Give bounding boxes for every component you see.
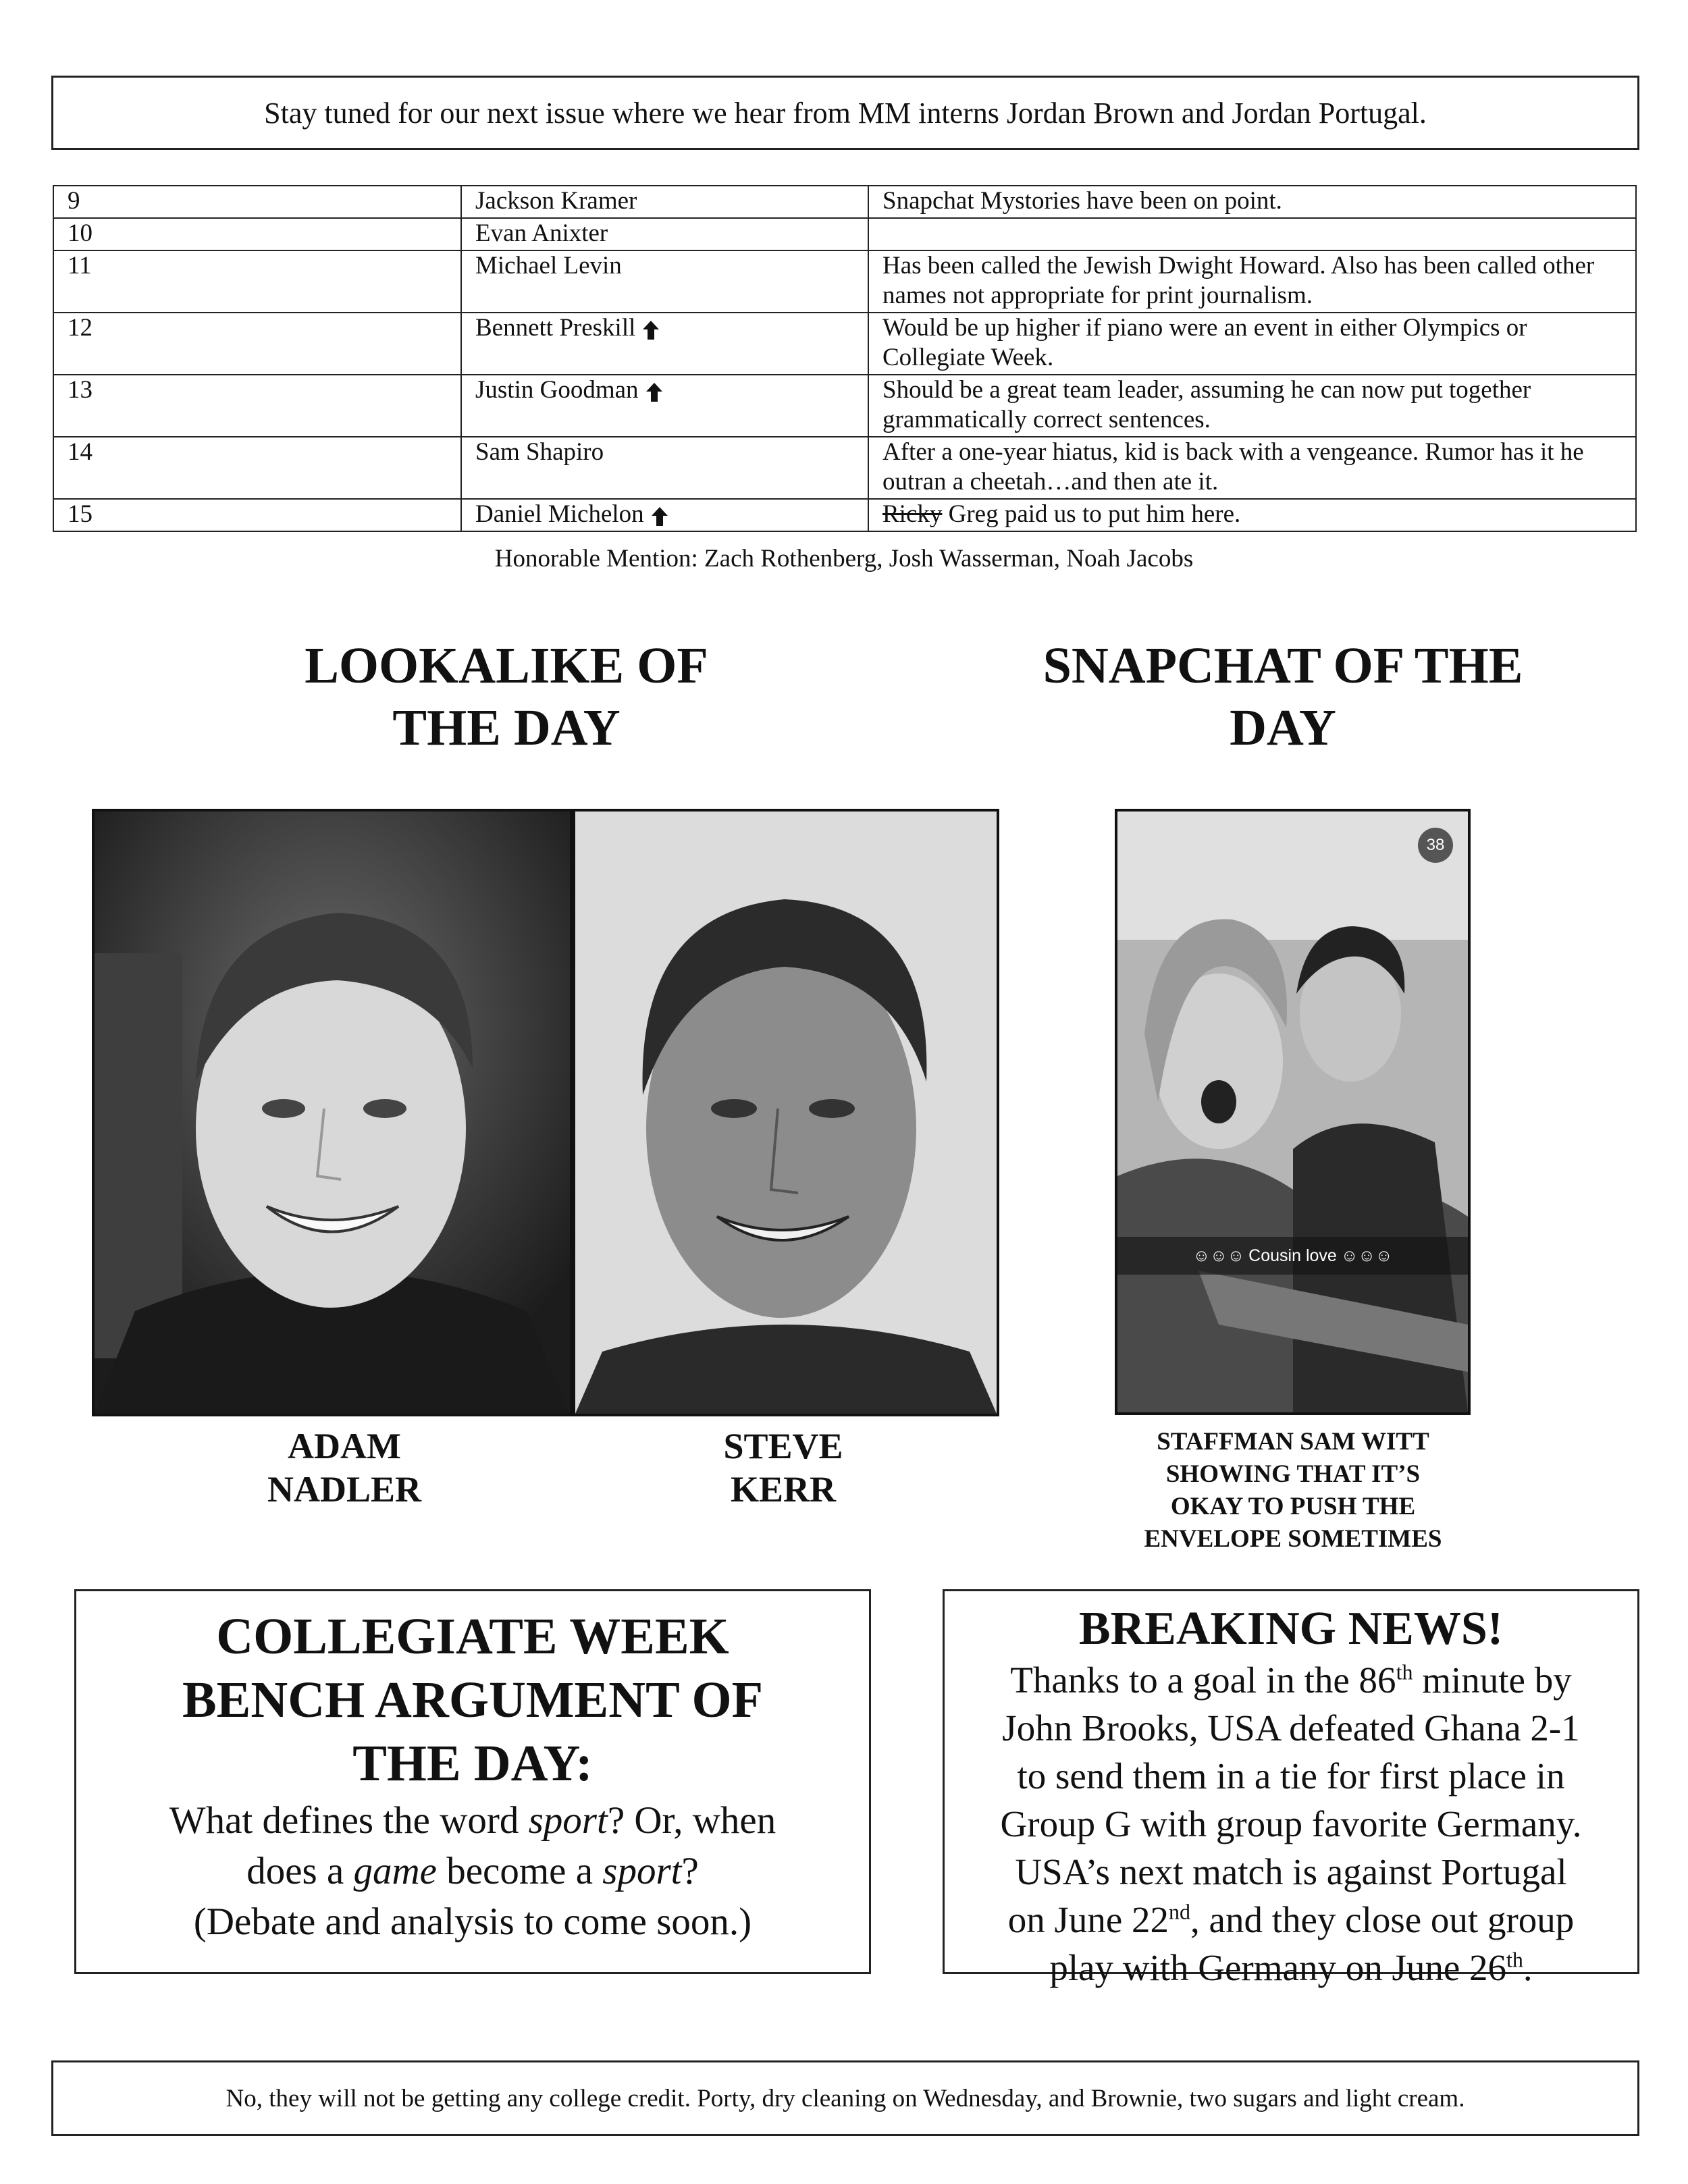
player-name: Jackson Kramer [475,187,637,215]
text-run: Thanks to a goal in the 86 [1010,1659,1396,1701]
bench-argument-box [74,1589,871,1974]
player-name: Michael Levin [475,252,622,279]
snapchat-timer-badge [1418,828,1453,863]
breaking-news-box [943,1589,1639,1988]
player-name: Sam Shapiro [475,438,604,466]
rank-cell: 11 [53,250,461,313]
smiley-icon: ☺☺☺ [1340,1246,1393,1265]
note-cell: Should be a great team leader, assuming he can now put together grammatically correct sentences. [868,375,1636,437]
text-run: , and they close out group [1190,1899,1575,1940]
player-name: Justin Goodman [475,376,639,404]
caption-line: STEVE [723,1426,843,1466]
emphasis: sport [528,1799,608,1842]
table-row [53,375,1636,437]
text-run: on June 22 [1007,1899,1169,1940]
name-cell [461,437,868,499]
body-line [945,1944,1637,1992]
body-line: Group G with group favorite Germany. [1000,1803,1582,1844]
body-line [76,1795,869,1846]
struck-name: Ricky [882,500,943,528]
emphasis: sport [602,1850,682,1892]
ordinal-suffix: nd [1169,1899,1191,1924]
note-cell: Snapchat Mystories have been on point. [868,186,1636,218]
text-run: . [1523,1947,1533,1988]
text-run: ? Or, when [607,1799,776,1842]
name-cell [461,499,868,531]
caption-line: ADAM [288,1426,401,1466]
caption-line: KERR [730,1469,836,1510]
lookalike-heading [203,635,810,759]
caption-line: SHOWING THAT IT’S [1165,1460,1421,1488]
text-run: ? [681,1850,699,1892]
body-line [76,1846,869,1896]
rank-cell: 9 [53,186,461,218]
rank-cell: 12 [53,313,461,375]
bottom-banner [51,2060,1639,2136]
rank-cell: 10 [53,218,461,250]
heading-line: SNAPCHAT OF THE [1043,637,1523,694]
name-cell [461,375,868,437]
snapchat-illustration [1117,811,1468,1412]
top-banner [51,76,1639,150]
rank-cell: 13 [53,375,461,437]
player-name: Bennett Preskill [475,314,636,342]
text-run: does a [246,1850,354,1892]
player-name: Evan Anixter [475,219,608,247]
breaking-news-title: BREAKING NEWS! [1078,1603,1504,1655]
text-run: play with Germany on June 26 [1049,1947,1507,1988]
up-arrow-icon [642,320,660,340]
name-cell [461,186,868,218]
bench-argument-title [76,1605,869,1795]
heading-line: DAY [1230,699,1336,756]
emphasis: game [353,1850,437,1892]
table-row [53,218,1636,250]
bottom-banner-text: No, they will not be getting any college credit. Porty, dry cleaning on Wednesday, and Brownie, two sugars and light cream. [226,2084,1465,2112]
heading-line: THE DAY [392,699,621,756]
body-line [945,1656,1637,1704]
body-line: John Brooks, USA defeated Ghana 2-1 [1002,1707,1580,1749]
text-run: What defines the word [169,1799,529,1842]
note-cell: Would be up higher if piano were an event in either Olympics or Collegiate Week. [868,313,1636,375]
ordinal-suffix: th [1506,1947,1523,1972]
caption-line: NADLER [267,1469,422,1510]
text-run: minute by [1413,1659,1572,1701]
snapchat-heading [979,635,1587,759]
note-cell [868,218,1636,250]
portrait-illustration [95,811,570,1414]
rank-cell: 15 [53,499,461,531]
note-cell: After a one-year hiatus, kid is back with a vengeance. Rumor has it he outran a cheetah…and then ate it. [868,437,1636,499]
text-run: become a [436,1850,603,1892]
snapchat-photo [1115,809,1471,1415]
up-arrow-icon [645,382,663,402]
body-line [945,1896,1637,1944]
heading-line: LOOKALIKE OF [305,637,708,694]
honorable-mention: Honorable Mention: Zach Rothenberg, Josh Wasserman, Noah Jacobs [494,545,1194,572]
table-row [53,499,1636,531]
note-cell [868,499,1636,531]
table-row [53,186,1636,218]
player-name: Daniel Michelon [475,500,644,528]
caption-line: ENVELOPE SOMETIMES [1144,1525,1442,1553]
snapchat-caption-bar [1117,1237,1468,1275]
title-line: THE DAY: [352,1735,593,1792]
caption-line: OKAY TO PUSH THE [1170,1493,1416,1520]
rank-cell: 14 [53,437,461,499]
note-text: Greg paid us to put him here. [948,500,1241,528]
name-cell [461,218,868,250]
title-line: BENCH ARGUMENT OF [182,1672,763,1728]
name-cell [461,250,868,313]
steve-kerr-photo [573,809,999,1416]
note-cell: Has been called the Jewish Dwight Howard. Also has been called other names not appropriate for print journalism. [868,250,1636,313]
breaking-news-body [945,1656,1637,1992]
portrait-illustration [575,811,997,1414]
rankings-table [53,185,1637,532]
table-row [53,313,1636,375]
snapchat-caption [1080,1426,1506,1555]
smiley-icon: ☺☺☺ [1192,1246,1245,1265]
overlay-text: Cousin love [1248,1246,1337,1265]
caption-line: STAFFMAN SAM WITT [1157,1428,1429,1456]
body-line: to send them in a tie for first place in [1017,1755,1565,1796]
name-cell [461,313,868,375]
table-row [53,437,1636,499]
timer-value: 38 [1426,836,1445,854]
up-arrow-icon [651,506,668,527]
adam-nadler-caption [203,1424,486,1511]
adam-nadler-photo [92,809,573,1416]
title-line: COLLEGIATE WEEK [216,1608,729,1665]
ordinal-suffix: th [1396,1659,1413,1684]
table-row [53,250,1636,313]
body-line: (Debate and analysis to come soon.) [193,1900,752,1943]
body-line: USA’s next match is against Portugal [1015,1851,1567,1892]
top-banner-text: Stay tuned for our next issue where we hear from MM interns Jordan Brown and Jordan Portugal. [264,96,1427,130]
steve-kerr-caption [641,1424,925,1511]
bench-argument-body [76,1795,869,1947]
